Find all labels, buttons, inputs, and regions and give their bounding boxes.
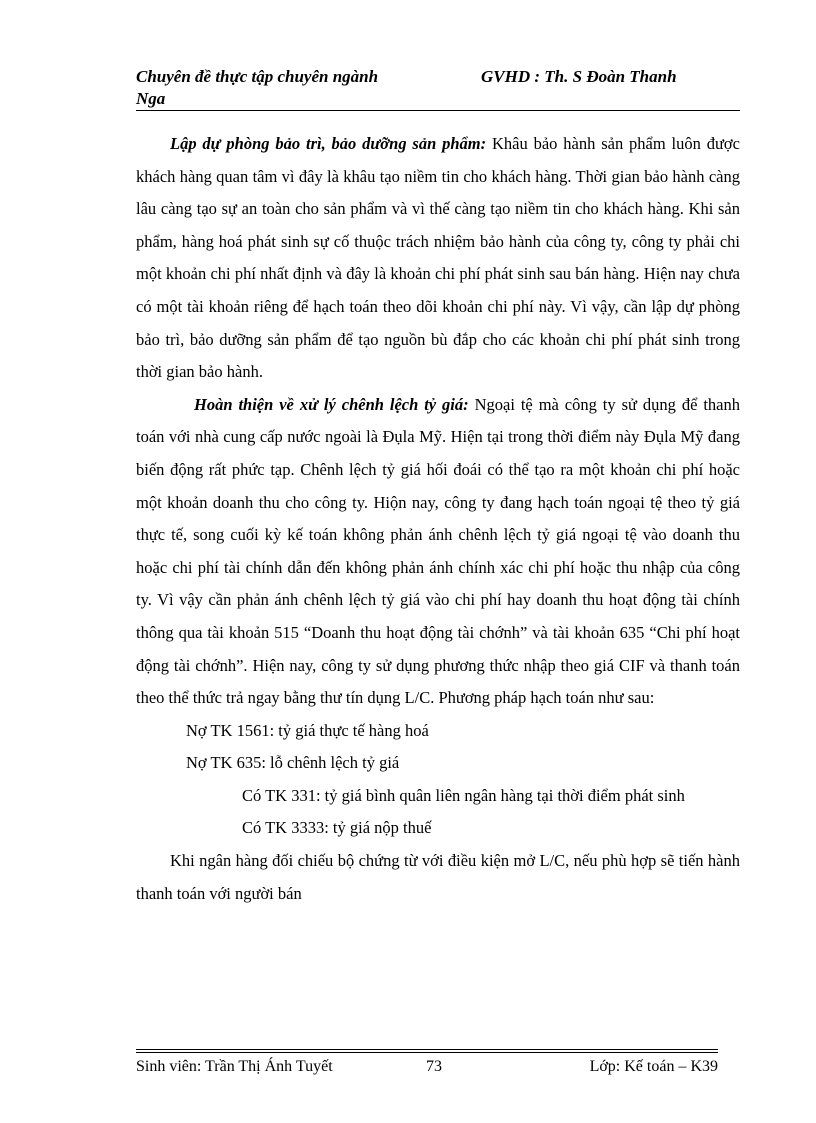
footer-class: Lớp: Kế toán – K39 <box>589 1058 718 1075</box>
journal-entry-debit: Nợ TK 1561: tỷ giá thực tế hàng hoá <box>186 720 429 740</box>
header-supervisor: GVHD : Th. S Đoàn Thanh <box>481 67 677 86</box>
journal-entry-debit: Nợ TK 635: lỗ chênh lệch tỷ giá <box>186 753 400 773</box>
paragraph-heading: Hoàn thiện về xử lý chênh lệch tỷ giá: <box>194 394 469 414</box>
page-body <box>136 128 740 910</box>
page-footer <box>136 1056 718 1078</box>
page-number: 73 <box>426 1058 442 1075</box>
paragraph-text: Khâu bảo hành sản phẩm luôn được khách hàng quan tâm vì đây là khâu tạo niềm tin cho khách hàng. Thời gian bảo hành càng lâu càng tạo sự an toàn cho sản phẩm và vì thế càng tạo niềm tin cho khách hàng. Khi sản phẩm, hàng hoá phát sinh sự cố thuộc trách nhiệm bảo hành của công ty, công ty phải chi một khoản chi phí nhất định và đây là khoản chi phí phát sinh sau bán hàng. Hiện nay chưa có một tài khoản riêng để hạch toán theo dõi khoản chi phí này. Vì vậy, cần lập dự phòng bảo trì, bảo dưỡng sản phẩm để tạo nguồn bù đắp cho các khoản chi phí phát sinh trong thời gian bảo hành. <box>136 134 740 382</box>
header-title: Chuyên đề thực tập chuyên ngành <box>136 67 379 86</box>
paragraph-exchange-rate <box>136 389 740 715</box>
journal-entry-credit: Có TK 331: tỷ giá bình quân liên ngân hàng tại thời điểm phát sinh <box>242 785 685 805</box>
footer-divider <box>136 1049 718 1050</box>
footer-divider <box>136 1052 718 1053</box>
header-title-continuation: Nga <box>136 89 166 108</box>
footer-student: Sinh viên: Trần Thị Ánh Tuyết <box>136 1058 333 1075</box>
header-divider <box>136 110 740 111</box>
paragraph-heading: Lập dự phòng bảo trì, bảo dưỡng sản phẩm: <box>170 134 487 153</box>
paragraph-text: Ngoại tệ mà công ty sử dụng để thanh toán với nhà cung cấp nước ngoài là Đụla Mỹ. Hiện tại trong thời điểm này Đụla Mỹ đang biến động rất phức tạp. Chênh lệch tỷ giá hối đoái có thể tạo ra một khoản chi phí hoặc một khoản doanh thu cho công ty. Hiộn nay, công ty đang hạch toán ngoại tệ theo tỷ giá thực tế, song cuối kỳ kế toán không phản ánh chênh lệch tỷ giá ngoại tệ vào doanh thu hoặc chi phí tài chính dẫn đến không phản ánh chính xác chi phí hoặc thu nhập của công ty. Vì vậy cần phản ánh chênh lệch tỷ giá vào chi phí hay doanh thu hoạt động tài chính thông qua tài khoản 515 “Doanh thu hoạt động tài chớnh” và tài khoản 635 “Chi phí hoạt động tài chớnh”. Hiện nay, công ty sử dụng phương thức nhập theo giá CIF và thanh toán theo thể thức trả ngay bằng thư tín dụng L/C. Phương pháp hạch toán như sau: <box>136 394 740 708</box>
journal-entry-credit: Có TK 3333: tỷ giá nộp thuế <box>242 818 432 838</box>
paragraph-maintenance-provision <box>136 128 740 389</box>
paragraph-payment: Khi ngân hàng đối chiếu bộ chứng từ với điều kiện mở L/C, nếu phù hợp sẽ tiến hành thanh toán với người bán <box>136 851 740 903</box>
